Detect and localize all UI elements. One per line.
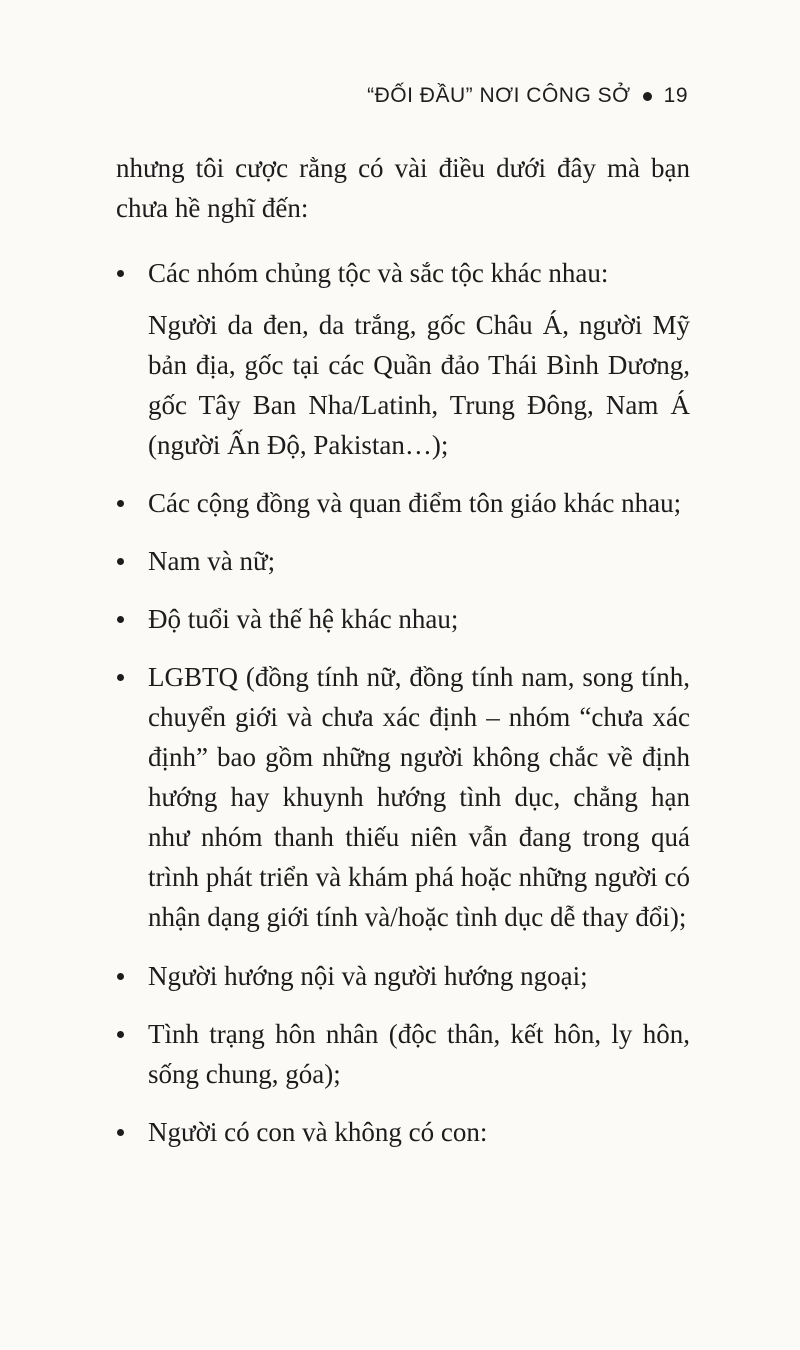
bullet-dot <box>117 973 124 980</box>
list-item <box>116 599 690 639</box>
list-item-subtext: Người da đen, da trắng, gốc Châu Á, người Mỹ bản địa, gốc tại các Quần đảo Thái Bình Dương, gốc Tây Ban Nha/Latinh, Trung Đông, Nam Á (người Ấn Độ, Pakistan…); <box>148 310 690 460</box>
page-number: 19 <box>663 84 688 107</box>
list-item-text: Nam và nữ; <box>148 546 276 576</box>
bullet-dot <box>117 1129 124 1136</box>
list-item <box>116 657 690 937</box>
list-item-text: Độ tuổi và thế hệ khác nhau; <box>148 604 459 634</box>
bullet-dot <box>117 500 124 507</box>
intro-paragraph: nhưng tôi cược rằng có vài điều dưới đây mà bạn chưa hề nghĩ đến: <box>116 153 690 223</box>
list-item <box>116 1112 690 1152</box>
page-body <box>116 148 690 1172</box>
header-separator-dot <box>643 92 652 101</box>
bullet-dot <box>117 616 124 623</box>
list-item-text: Người có con và không có con: <box>148 1117 488 1147</box>
running-header <box>367 84 688 108</box>
bullet-dot <box>117 270 124 277</box>
list-item-text: Người hướng nội và người hướng ngoại; <box>148 961 588 991</box>
running-title: “ĐỐI ĐẦU” NƠI CÔNG SỞ <box>367 84 631 107</box>
bullet-dot <box>117 558 124 565</box>
list-item-text: Các cộng đồng và quan điểm tôn giáo khác nhau; <box>148 488 682 518</box>
bullet-dot <box>117 1031 124 1038</box>
list-item-text: LGBTQ (đồng tính nữ, đồng tính nam, song tính, chuyển giới và chưa xác định – nhóm “chưa xác định” bao gồm những người không chắc về định hướng hay khuynh hướng tình dục, chẳng hạn như nhóm thanh thiếu niên vẫn đang trong quá trình phát triển và khám phá hoặc những người có nhận dạng giới tính và/hoặc tình dục dễ thay đổi); <box>148 662 690 932</box>
list-item-text: Tình trạng hôn nhân (độc thân, kết hôn, ly hôn, sống chung, góa); <box>148 1019 690 1089</box>
list-item <box>116 253 690 465</box>
list-item <box>116 956 690 996</box>
list-item <box>116 541 690 581</box>
list-item-text: Các nhóm chủng tộc và sắc tộc khác nhau: <box>148 258 609 288</box>
list-item <box>116 1014 690 1094</box>
bullet-dot <box>117 674 124 681</box>
list-item <box>116 483 690 523</box>
bullet-list <box>116 253 690 1152</box>
